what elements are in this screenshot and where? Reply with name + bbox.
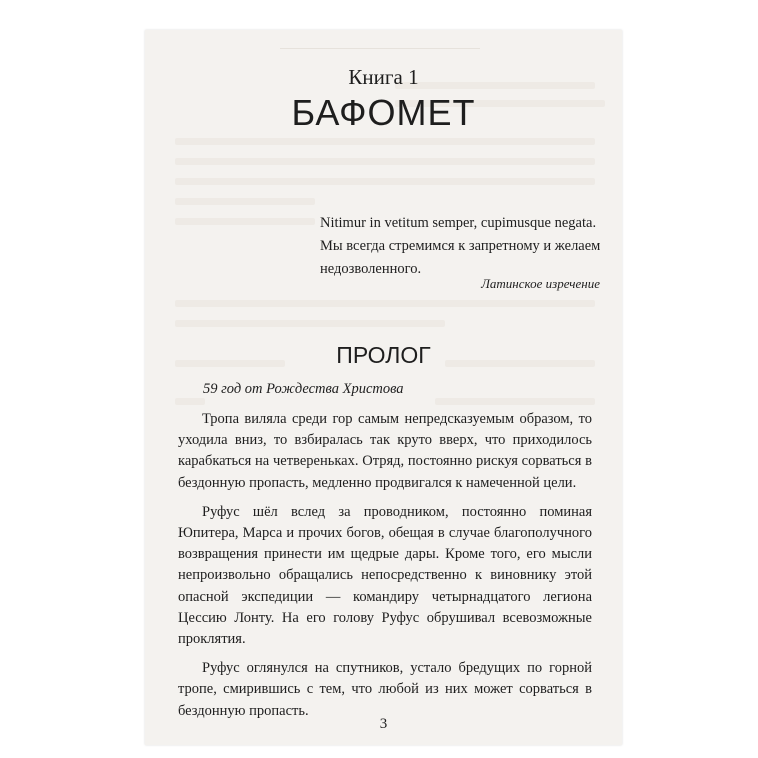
- reverse-side-show-through: [175, 300, 595, 307]
- book-title: БАФОМЕТ: [291, 92, 476, 133]
- prologue-title: ПРОЛОГ: [336, 342, 431, 368]
- reverse-side-show-through: [435, 398, 595, 405]
- paragraph: Тропа виляла среди гор самым непредсказуемым образом, то уходила вниз, то взбиралась так круто вверх, что приходилось карабкаться на четвереньках. Отряд, постоянно рискуя сорваться в бездонную пропасть, медленно продвигался к намеченной цели.: [178, 411, 592, 491]
- reverse-side-show-through: [175, 138, 595, 145]
- epigraph-source: Латинское изречение: [481, 276, 600, 291]
- epigraph: [320, 212, 610, 281]
- paragraph: Руфус оглянулся на спутников, устало бредущих по горной тропе, смирившись с тем, что любой из них может сорваться в бездонную пропасть.: [178, 660, 592, 719]
- prologue-date: 59 год от Рождества Христова: [203, 381, 404, 397]
- reverse-side-show-through: [175, 198, 315, 205]
- reverse-side-show-through: [175, 398, 205, 405]
- reverse-side-show-through: [175, 320, 445, 327]
- paragraph: Руфус шёл вслед за проводником, постоянно поминая Юпитера, Марса и прочих богов, обещая в случае благополучного возвращения принести им щедрые дары. Кроме того, его мысли непроизвольно обращались непосредственно к виновнику этой опасной экспедиции — командиру четырнадцатого легиона Цессию Лонту. На его голову Руфус обрушивал всевозможные проклятия.: [178, 503, 592, 648]
- reverse-side-show-through: [175, 158, 595, 165]
- book-page: [145, 30, 622, 745]
- epigraph-latin: Nitimur in vetitum semper, cupimusque negata.: [320, 215, 597, 231]
- reverse-side-show-through: [175, 178, 595, 185]
- epigraph-translation: Мы всегда стремимся к запретному и желаем недозволенного.: [320, 238, 601, 277]
- page-number: 3: [379, 716, 388, 732]
- prologue-body: [178, 409, 592, 730]
- reverse-side-show-through: [280, 34, 480, 49]
- reverse-side-show-through: [175, 218, 315, 225]
- book-number: Книга 1: [348, 65, 419, 89]
